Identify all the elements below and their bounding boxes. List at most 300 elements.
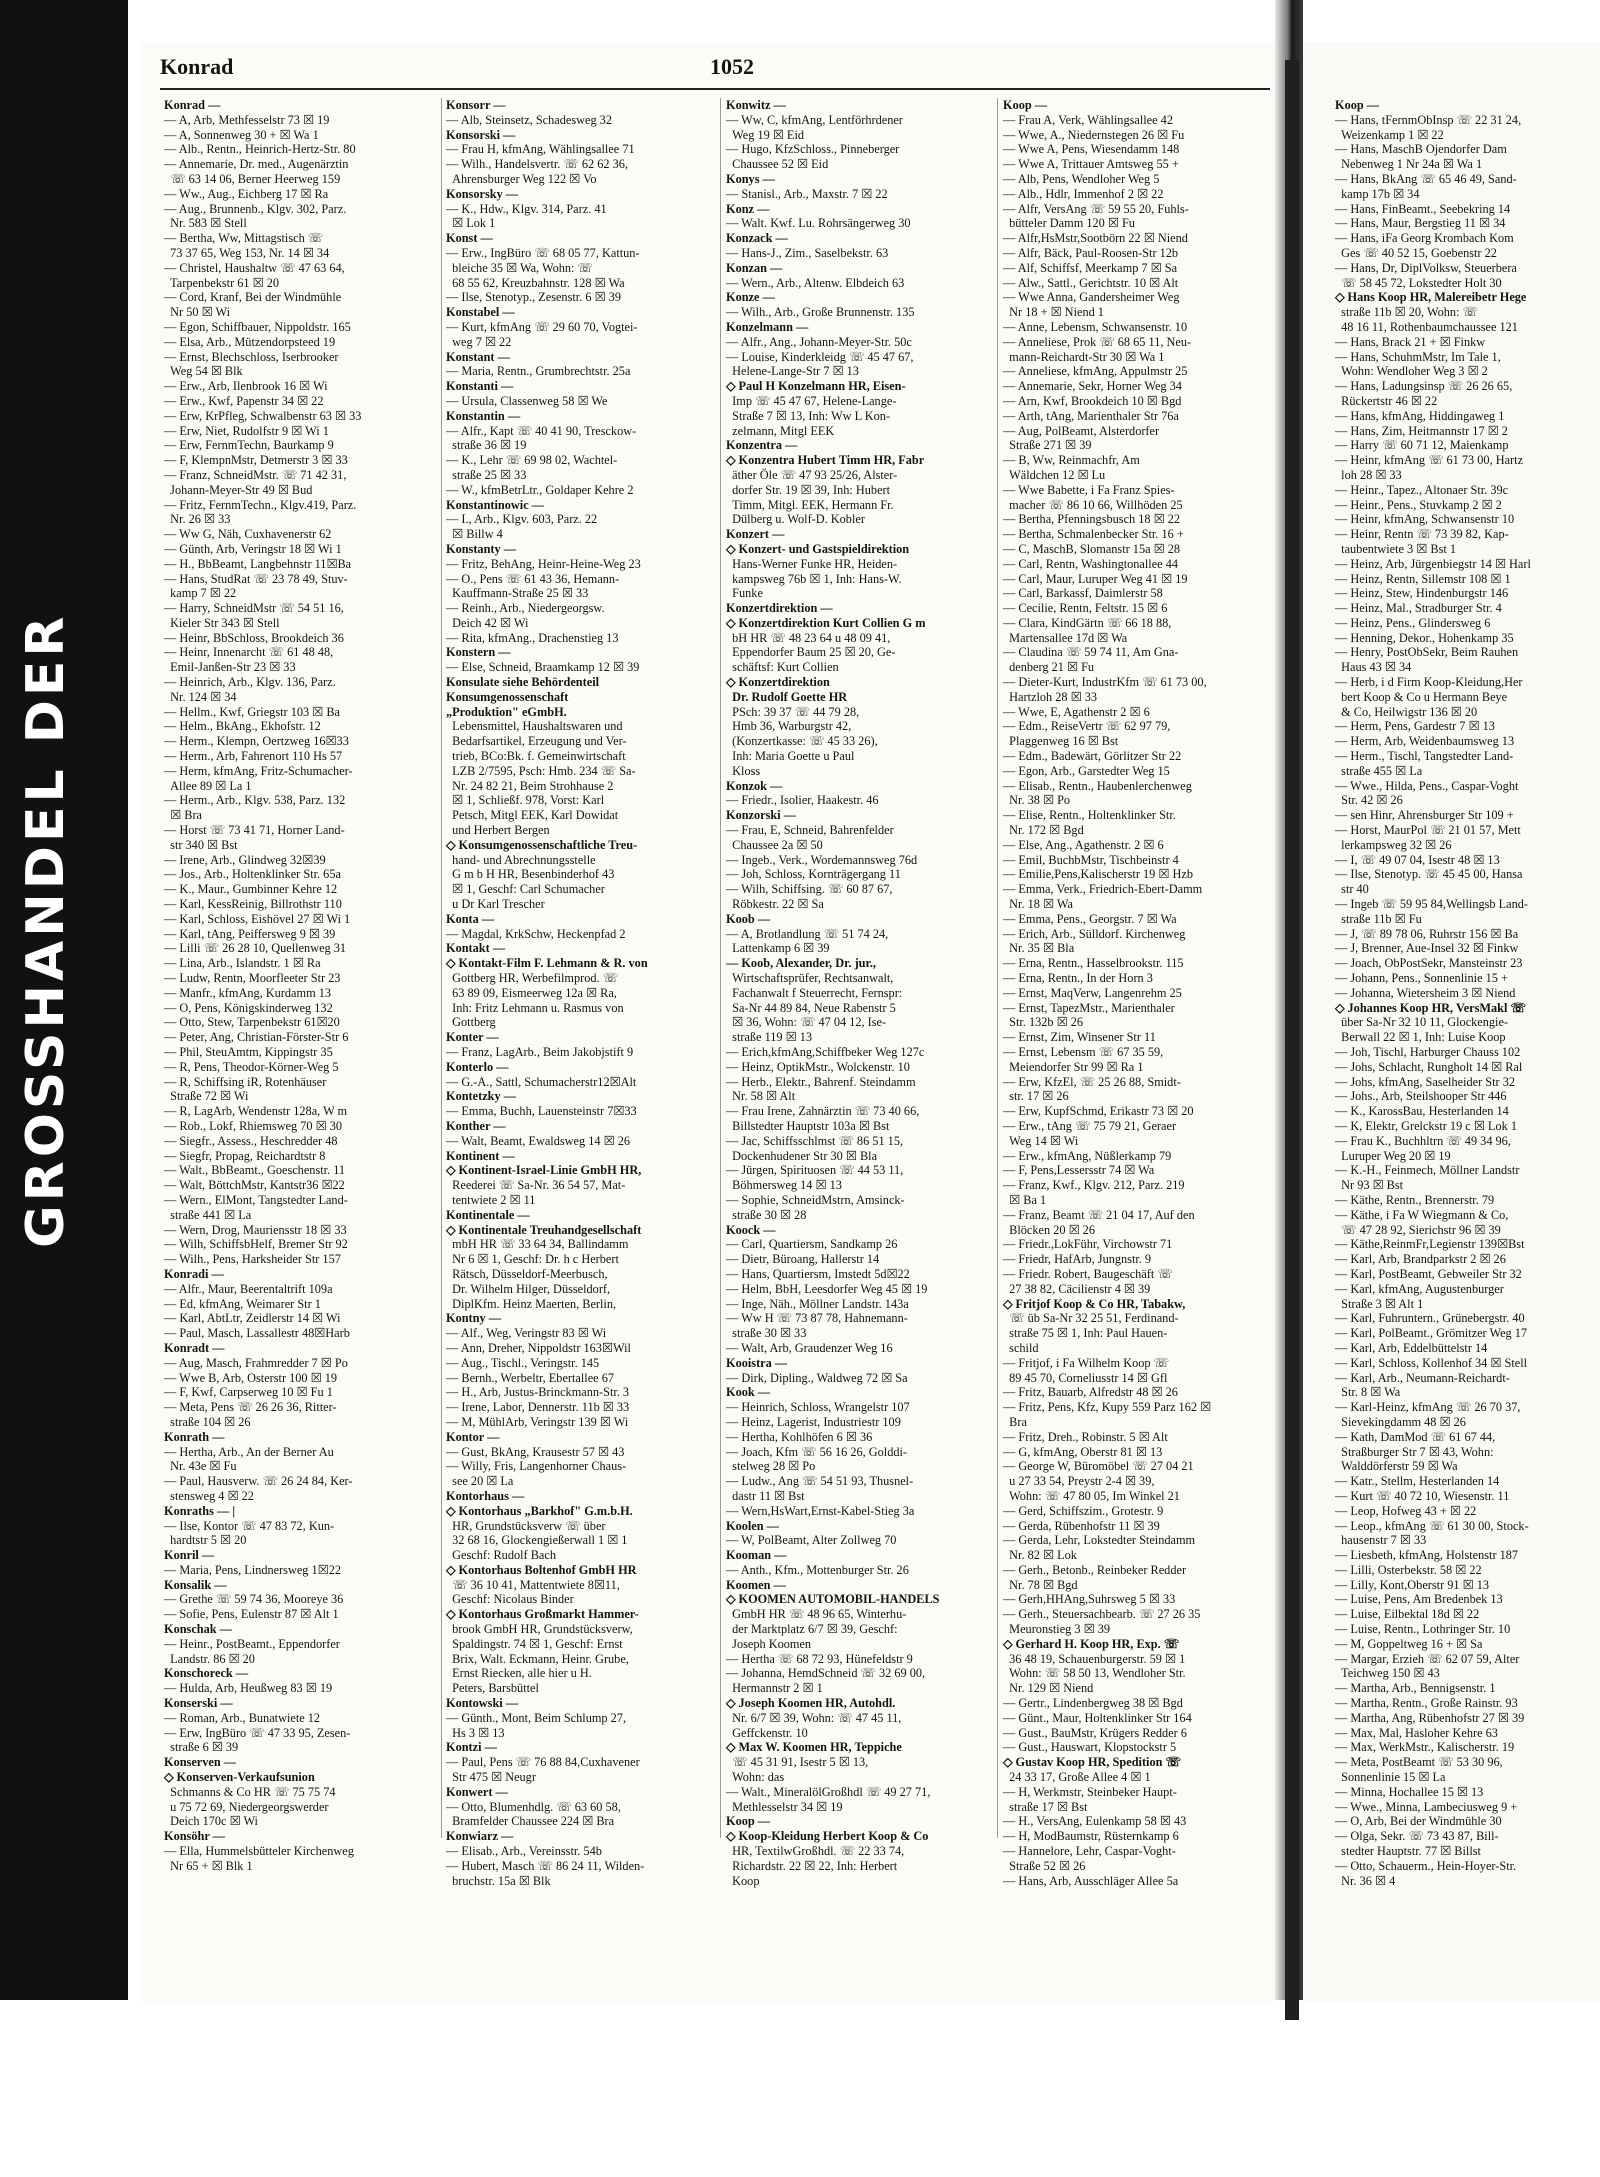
directory-entry: — Hans, Arb, Ausschläger Allee 5a <box>1003 1873 1179 1888</box>
directory-entry: — Johanna, HemdSchneid ☏ 32 69 00, <box>726 1666 926 1681</box>
directory-entry: Fachanwalt f Steuerrecht, Fernspr: <box>726 985 903 1000</box>
directory-entry: — Frau K., Buchhltrn ☏ 49 34 96, <box>1335 1133 1511 1148</box>
directory-entry: ◇ Koop-Kleidung Herbert Koop & Co <box>726 1829 929 1844</box>
directory-entry: — Emma, Verk., Friedrich-Ebert-Damm <box>1003 882 1203 897</box>
directory-column-2 <box>446 98 716 1888</box>
directory-entry: Kooman — <box>726 1548 787 1563</box>
directory-entry: Konstantin — <box>446 408 521 423</box>
directory-entry: und Herbert Bergen <box>446 823 550 838</box>
directory-entry: — Wwe Babette, i Fa Franz Spies- <box>1003 482 1175 497</box>
directory-entry: Konstanty — <box>446 541 517 556</box>
directory-entry: — Erw, KrPfleg, Schwalbenstr 63 ☒ 33 <box>164 408 362 423</box>
directory-entry: — Hulda, Arb, Heußweg 83 ☒ 19 <box>164 1681 333 1696</box>
directory-entry: — Willy, Fris, Langenhorner Chaus- <box>446 1459 627 1474</box>
directory-entry: Konterlo — <box>446 1059 509 1074</box>
directory-entry: Reederei ☏ Sa-Nr. 36 54 57, Mat- <box>446 1178 626 1193</box>
directory-entry: — Egon, Arb., Garstedter Weg 15 <box>1003 763 1170 778</box>
directory-entry: — Heinr, BbSchloss, Brookdeich 36 <box>164 630 344 645</box>
directory-entry: Koob — <box>726 911 771 926</box>
directory-entry: Timm, Mitgl. EEK, Hermann Fr. <box>726 497 894 512</box>
directory-entry: ◇ Kontorhaus Großmarkt Hammer- <box>446 1607 639 1622</box>
directory-entry: — Else, Ang., Agathenstr. 2 ☒ 6 <box>1003 837 1164 852</box>
directory-entry: — Ed, kfmAng, Weimarer Str 1 <box>164 1296 321 1311</box>
directory-entry: Konsorr — <box>446 98 506 112</box>
directory-entry: Rätsch, Düsseldorf-Meerbusch, <box>446 1266 608 1281</box>
header-rule <box>160 88 1270 90</box>
directory-entry: Chaussee 52 ☒ Eid <box>726 157 829 172</box>
directory-column-3 <box>726 98 994 1888</box>
directory-entry: Tarpenbekstr 61 ☒ 20 <box>164 275 280 290</box>
directory-entry: — Wwe Anna, Gandersheimer Weg <box>1003 290 1180 305</box>
directory-entry: — Alw., Sattl., Gerichtstr. 10 ☒ Alt <box>1003 275 1179 290</box>
directory-entry: — Ilse, Stenotyp. ☏ 45 45 00, Hansa <box>1335 867 1523 882</box>
directory-entry: — Wern., ElMont, Tangstedter Land- <box>164 1192 348 1207</box>
directory-entry: — Egon, Schiffbauer, Nippoldstr. 165 <box>164 319 351 334</box>
directory-entry: — Erw, KupfSchmd, Erikastr 73 ☒ 20 <box>1003 1104 1194 1119</box>
directory-entry: — H, Werkmstr, Steinbeker Haupt- <box>1003 1784 1177 1799</box>
directory-entry: — Irene, Labor, Dennerstr. 11b ☒ 33 <box>446 1400 630 1415</box>
directory-entry: — Heinz, Rentn, Sillemstr 108 ☒ 1 <box>1335 571 1511 586</box>
directory-entry: Str. 132b ☒ 26 <box>1003 1015 1084 1030</box>
directory-entry: Kooistra — <box>726 1355 788 1370</box>
page-number: 1052 <box>710 54 754 79</box>
directory-entry: Kontinentale — <box>446 1207 530 1222</box>
directory-entry: — Karl, Schloss, Eishövel 27 ☒ Wi 1 <box>164 911 351 926</box>
directory-entry: — Koob, Alexander, Dr. jur., <box>726 956 876 971</box>
directory-entry: Schmanns & Co HR ☏ 75 75 74 <box>164 1784 336 1799</box>
directory-entry: — Ww, C, kfmAng, Lentförhrdener <box>726 112 903 127</box>
directory-entry: Hermannstr 2 ☒ 1 <box>726 1681 823 1696</box>
directory-entry: Billstedter Hauptstr 103a ☒ Bst <box>726 1118 890 1133</box>
directory-entry: Straße 72 ☒ Wi <box>164 1089 249 1104</box>
directory-entry: — Leop., kfmAng ☏ 61 30 00, Stock- <box>1335 1518 1529 1533</box>
directory-entry: — Roman, Arb., Bunatwiete 12 <box>164 1710 321 1725</box>
directory-entry: — Stanisl., Arb., Maxstr. 7 ☒ 22 <box>726 186 888 201</box>
directory-entry: schild <box>1003 1340 1039 1355</box>
directory-entry: Wohn: Wendloher Weg 3 ☒ 2 <box>1335 364 1488 379</box>
directory-entry: — Jac, Schiffsschlmst ☏ 86 51 15, <box>726 1133 904 1148</box>
directory-entry: Petsch, Mitgl EEK, Karl Dowidat <box>446 808 619 823</box>
directory-entry: Peters, Barsbüttel <box>446 1681 539 1696</box>
directory-entry: straße 25 ☒ 33 <box>446 467 527 482</box>
directory-entry: — H., VersAng, Eulenkamp 58 ☒ 43 <box>1003 1814 1187 1829</box>
directory-entry: Nr. 82 ☒ Lok <box>1003 1548 1077 1563</box>
directory-entry: — Wilh., Handelsvertr. ☏ 62 62 36, <box>446 157 629 172</box>
directory-entry: Konschoreck — <box>164 1666 249 1681</box>
directory-entry: — Friedr, HafArb, Jungnstr. 9 <box>1003 1252 1152 1267</box>
directory-entry: — Harry ☏ 60 71 12, Maienkamp <box>1335 438 1509 453</box>
directory-entry: hand- und Abrechnungsstelle <box>446 852 596 867</box>
directory-entry: — Liesbeth, kfmAng, Holstenstr 187 <box>1335 1548 1519 1563</box>
directory-entry: Konserven — <box>164 1755 237 1770</box>
directory-entry: — Hannelore, Lehr, Caspar-Voght- <box>1003 1844 1176 1859</box>
directory-entry: ◇ Konzert- und Gastspieldirektion <box>726 541 910 556</box>
directory-entry: — Edm., ReiseVertr ☏ 62 97 79, <box>1003 719 1171 734</box>
directory-entry: — Karl, tAng, Peiffersweg 9 ☒ 39 <box>164 926 336 941</box>
directory-entry: — Ursula, Classenweg 58 ☒ We <box>446 393 608 408</box>
directory-entry: — Hans, BkAng ☏ 65 46 49, Sand- <box>1335 171 1517 186</box>
directory-entry: — Wwe A, Trittauer Amtsweg 55 + <box>1003 157 1179 172</box>
directory-entry: — Erw., Kwf, Papenstr 34 ☒ 22 <box>164 393 324 408</box>
directory-entry: — Clara, KindGärtn ☏ 66 18 88, <box>1003 615 1172 630</box>
directory-entry: LZB 2/7595, Psch: Hmb. 234 ☏ Sa- <box>446 763 636 778</box>
directory-entry: Dr. Rudolf Goette HR <box>726 689 848 704</box>
directory-entry: Konrath — <box>164 1429 225 1444</box>
directory-entry: — Ludw., Ang ☏ 54 51 93, Thusnel- <box>726 1474 914 1489</box>
directory-entry: straße 30 ☒ 33 <box>726 1326 807 1341</box>
directory-entry: — Bertha, Ww, Mittagstisch ☏ <box>164 231 324 246</box>
directory-entry: — Friedr.,LokFühr, Virchowstr 71 <box>1003 1237 1173 1252</box>
directory-entry: — Wilh, Schiffsing. ☏ 60 87 67, <box>726 882 893 897</box>
directory-entry: Martensallee 17d ☒ Wa <box>1003 630 1128 645</box>
directory-entry: Dr. Wilhelm Hilger, Düsseldorf, <box>446 1281 611 1296</box>
directory-entry: Bramfelder Chaussee 224 ☒ Bra <box>446 1814 615 1829</box>
directory-entry: — Hans, Dr, DiplVolksw, Steuerbera <box>1335 260 1517 275</box>
directory-entry: Konwert — <box>446 1784 508 1799</box>
directory-entry: Nr. 18 ☒ Wa <box>1003 897 1073 912</box>
directory-entry: Koop — <box>726 1814 771 1829</box>
directory-entry: ◇ Kontakt-Film F. Lehmann & R. von <box>446 956 648 971</box>
directory-entry: — Annemarie, Dr. med., Augenärztin <box>164 157 349 172</box>
directory-entry: — Ilse, Kontor ☏ 47 83 72, Kun- <box>164 1518 335 1533</box>
directory-entry: — Harry, SchneidMstr ☏ 54 51 16, <box>164 601 344 616</box>
directory-entry: Emil-Janßen-Str 23 ☒ 33 <box>164 660 296 675</box>
directory-entry: ☏ 58 45 72, Lokstedter Holt 30 <box>1335 275 1502 290</box>
directory-entry: Hartzloh 28 ☒ 33 <box>1003 689 1098 704</box>
directory-entry: — Ernst, Lebensm ☏ 67 35 59, <box>1003 1045 1164 1059</box>
directory-entry: — Ernst, TapezMstr., Marienthaler <box>1003 1000 1175 1015</box>
directory-entry: — Jürgen, Spirituosen ☏ 44 53 11, <box>726 1163 904 1178</box>
directory-entry: GmbH HR ☏ 48 96 65, Winterhu- <box>726 1607 907 1622</box>
directory-entry: — K., KarossBau, Hesterlanden 14 <box>1335 1104 1509 1119</box>
directory-entry: Nr 93 ☒ Bst <box>1335 1178 1404 1193</box>
directory-entry: macher ☏ 86 10 66, Willhöden 25 <box>1003 497 1183 512</box>
directory-entry: Straßburger Str 7 ☒ 43, Wohn: <box>1335 1444 1494 1459</box>
directory-entry: Nr. 6/7 ☒ 39, Wohn: ☏ 47 45 11, <box>726 1710 902 1725</box>
directory-entry: kamp 7 ☒ 22 <box>164 586 237 601</box>
directory-entry: — Johs, Schlacht, Rungholt 14 ☒ Ral <box>1335 1059 1523 1074</box>
directory-entry: — W., kfmBetrLtr., Goldaper Kehre 2 <box>446 482 634 497</box>
directory-entry: äther Öle ☏ 47 93 25/26, Alster- <box>726 467 898 482</box>
directory-entry: Eppendorfer Baum 25 ☒ 20, Ge- <box>726 645 896 660</box>
directory-entry: Weg 19 ☒ Eid <box>726 127 805 142</box>
directory-entry: Kook — <box>726 1385 771 1400</box>
directory-entry: — Erna, Rentn., Hasselbrookstr. 115 <box>1003 956 1184 971</box>
directory-entry: Konwitz — <box>726 98 786 112</box>
directory-entry: straße 104 ☒ 26 <box>164 1414 251 1429</box>
directory-entry: Walddörferstr 59 ☒ Wa <box>1335 1459 1458 1474</box>
directory-entry: — Wern,HsWart,Ernst-Kabel-Stieg 3a <box>726 1503 915 1518</box>
directory-entry: — Ilse, Stenotyp., Zesenstr. 6 ☒ 39 <box>446 290 621 305</box>
directory-entry: — Franz, Beamt ☏ 21 04 17, Auf den <box>1003 1207 1195 1222</box>
directory-entry: — Käthe,ReinmFr,Legienstr 139☒Bst <box>1335 1237 1525 1252</box>
directory-entry: ☒ 36, Wohn: ☏ 47 04 12, Ise- <box>726 1015 887 1030</box>
directory-entry: — Aug, Masch, Frahmredder 7 ☒ Po <box>164 1355 348 1370</box>
directory-entry: Joseph Koomen <box>726 1636 812 1651</box>
directory-entry: — Frau H, kfmAng, Wählingsallee 71 <box>446 142 635 157</box>
directory-entry: Konzentra — <box>726 438 798 453</box>
directory-entry: — Heinr, Rentn ☏ 73 39 82, Kap- <box>1335 527 1509 542</box>
directory-entry: — Sophie, SchneidMstrn, Amsinck- <box>726 1192 905 1207</box>
directory-entry: Helene-Lange-Str 7 ☒ 13 <box>726 364 859 379</box>
directory-entry: — Siegfr, Propag, Reichardtstr 8 <box>164 1148 326 1163</box>
directory-entry: stensweg 4 ☒ 22 <box>164 1488 254 1503</box>
directory-entry: Meuronstieg 3 ☒ 39 <box>1003 1622 1111 1637</box>
directory-entry: Deich 170c ☒ Wi <box>164 1814 258 1829</box>
directory-entry: Nr. 38 ☒ Po <box>1003 793 1071 808</box>
directory-entry: PSch: 39 37 ☏ 44 79 28, <box>726 704 860 719</box>
directory-entry: — Friedr., Isolier, Haakestr. 46 <box>726 793 879 808</box>
directory-entry: — Sofie, Pens, Eulenstr 87 ☒ Alt 1 <box>164 1607 339 1622</box>
directory-entry: — Martha, Rentn., Große Rainstr. 93 <box>1335 1696 1518 1711</box>
directory-entry: 73 37 65, Weg 153, Nr. 14 ☒ 34 <box>164 245 330 260</box>
directory-entry: zelmann, Mitgl EEK <box>726 423 835 438</box>
directory-entry: Lebensmittel, Haushaltswaren und <box>446 719 623 734</box>
directory-entry: — Maria, Rentn., Grumbrechtstr. 25a <box>446 364 631 379</box>
directory-entry: lerkampsweg 32 ☒ 26 <box>1335 837 1452 852</box>
directory-entry: — Gerh., Betonb., Reinbeker Redder <box>1003 1562 1187 1577</box>
directory-entry: — Wilh, SchiffsbHelf, Bremer Str 92 <box>164 1237 348 1252</box>
directory-entry: — Lilly, Kont,Oberstr 91 ☒ 13 <box>1335 1577 1490 1592</box>
directory-entry: bH HR ☏ 48 23 64 u 48 09 41, <box>726 630 891 645</box>
directory-entry: — Elisab., Arb., Vereinsstr. 54b <box>446 1844 602 1859</box>
directory-entry: — Herm, Pens, Gardestr 7 ☒ 13 <box>1335 719 1495 734</box>
directory-entry: — R, LagArb, Wendenstr 128a, W m <box>164 1104 348 1119</box>
directory-entry: & Co, Heilwigstr 136 ☒ 20 <box>1335 704 1478 719</box>
directory-entry: Straße 271 ☒ 39 <box>1003 438 1092 453</box>
directory-entry: see 20 ☒ La <box>446 1474 514 1489</box>
directory-entry: — Christel, Haushaltw ☏ 47 63 64, <box>164 260 345 275</box>
directory-entry: — Kath, DamMod ☏ 61 67 44, <box>1335 1429 1496 1444</box>
directory-entry: — Hellm., Kwf, Griegstr 103 ☒ Ba <box>164 704 340 719</box>
directory-entry: Haus 43 ☒ 34 <box>1335 660 1412 675</box>
directory-entry: straße 455 ☒ La <box>1335 763 1423 778</box>
directory-entry: Ahrensburger Weg 122 ☒ Vo <box>446 171 597 186</box>
directory-entry: ◇ KOOMEN AUTOMOBIL-HANDELS <box>726 1592 940 1607</box>
directory-entry: Gottberg <box>446 1015 496 1030</box>
directory-entry: Geschf: Rudolf Bach <box>446 1548 556 1563</box>
directory-entry: — Franz, SchneidMstr. ☏ 71 42 31, <box>164 467 347 482</box>
directory-entry: — Inge, Näh., Möllner Landstr. 143a <box>726 1296 909 1311</box>
directory-entry: Bra <box>1003 1414 1027 1429</box>
directory-entry: — O., Pens ☏ 61 43 36, Hemann- <box>446 571 620 586</box>
directory-entry: Nr. 124 ☒ 34 <box>164 689 237 704</box>
directory-entry: — F, Pens,Lessersstr 74 ☒ Wa <box>1003 1163 1155 1178</box>
directory-entry: Koock — <box>726 1222 776 1237</box>
directory-entry: — Siegfr., Assess., Heschredder 48 <box>164 1133 338 1148</box>
directory-entry: Wohn: ☏ 58 50 13, Wendloher Str. <box>1003 1666 1186 1681</box>
directory-entry: u 75 72 69, Niedergeorgswerder <box>164 1799 329 1814</box>
directory-entry: — Elise, Rentn., Holtenklinker Str. <box>1003 808 1176 823</box>
directory-entry: — Herm., Tischl, Tangstedter Land- <box>1335 749 1514 764</box>
directory-entry: — Käthe, i Fa W Wiegmann & Co, <box>1335 1207 1509 1222</box>
directory-entry: straße 36 ☒ 19 <box>446 438 527 453</box>
directory-entry: — Reinh., Arb., Niedergeorgsw. <box>446 601 605 616</box>
directory-entry: — Luise, Pens, Am Bredenbek 13 <box>1335 1592 1503 1607</box>
directory-entry: Konys — <box>726 171 775 186</box>
directory-entry: — Heinrich, Arb., Klgv. 136, Parz. <box>164 675 336 690</box>
directory-entry: HR, Grundstücksverw ☏ über <box>446 1518 606 1533</box>
directory-entry: — Wern., Arb., Altenw. Elbdeich 63 <box>726 275 905 290</box>
directory-entry: Berwall 22 ☒ 1, Inh: Luise Koop <box>1335 1030 1506 1045</box>
directory-entry: bleiche 35 ☒ Wa, Wohn: ☏ <box>446 260 593 275</box>
directory-entry: — Hans, Ladungsinsp ☏ 26 26 65, <box>1335 379 1513 394</box>
directory-entry: — K., Hdw., Klgv. 314, Parz. 41 <box>446 201 607 216</box>
directory-entry: — Karl, Fuhruntern., Grünebergstr. 40 <box>1335 1311 1525 1326</box>
directory-entry: — Hans, Maur, Bergstieg 11 ☒ 34 <box>1335 216 1506 231</box>
directory-entry: über Sa-Nr 32 10 11, Glockengie- <box>1335 1015 1509 1030</box>
directory-entry: Sonnenlinie 15 ☒ La <box>1335 1770 1446 1785</box>
directory-entry: ◇ Konserven-Verkaufsunion <box>164 1770 315 1785</box>
directory-entry: — Friedr. Robert, Baugeschäft ☏ <box>1003 1266 1173 1281</box>
directory-entry: — Otto, Stew, Tarpenbekstr 61☒20 <box>164 1015 340 1030</box>
directory-entry: — Wilh., Arb., Große Brunnenstr. 135 <box>726 305 915 320</box>
directory-entry: — Grethe ☏ 59 74 36, Mooreye 36 <box>164 1592 344 1607</box>
directory-entry: — Maria, Pens, Lindnersweg 1☒22 <box>164 1562 342 1577</box>
directory-entry: Konzack — <box>726 231 788 246</box>
directory-entry: — Katr., Stellm, Hesterlanden 14 <box>1335 1474 1500 1489</box>
directory-entry: stedter Hauptstr. 77 ☒ Billst <box>1335 1844 1481 1859</box>
directory-entry: Konsorsky — <box>446 186 519 201</box>
directory-entry: Weizenkamp 1 ☒ 22 <box>1335 127 1444 142</box>
directory-entry: — Karl, kfmAng, Augustenburger <box>1335 1281 1504 1296</box>
directory-entry: Kontetzky — <box>446 1089 517 1104</box>
directory-entry: — Fritz, Bauarb, Alfredstr 48 ☒ 26 <box>1003 1385 1178 1400</box>
directory-entry: Nr 6 ☒ 1, Geschf: Dr. h c Herbert <box>446 1252 619 1267</box>
directory-entry: — Paul, Masch, Lassallestr 48☒Harb <box>164 1326 350 1341</box>
directory-entry: mann-Reichardt-Str 30 ☒ Wa 1 <box>1003 349 1165 364</box>
directory-entry: Koop <box>726 1873 760 1888</box>
directory-entry: Weg 54 ☒ Blk <box>164 364 243 379</box>
directory-entry: Kontowski — <box>446 1696 519 1711</box>
directory-entry: ☏ 63 14 06, Berner Heerweg 159 <box>164 171 341 186</box>
directory-entry: — Horst, MaurPol ☏ 21 01 57, Mett <box>1335 823 1521 838</box>
directory-entry: — Erich, Arb., Sülldorf. Kirchenweg <box>1003 926 1186 941</box>
directory-entry: Dockenhudener Str 30 ☒ Bla <box>726 1148 878 1163</box>
directory-entry: — H, ModBaumstr, Rüsternkamp 6 <box>1003 1829 1179 1844</box>
directory-entry: Imp ☏ 45 47 67, Helene-Lange- <box>726 393 897 408</box>
directory-entry: — Herb., Elektr., Bahrenf. Steindamm <box>726 1074 916 1089</box>
directory-entry: — F, KlempnMstr, Detmerstr 3 ☒ 33 <box>164 453 348 468</box>
directory-entry: — Annemarie, Sekr, Horner Weg 34 <box>1003 379 1182 394</box>
directory-entry: — Alb, Steinsetz, Schadesweg 32 <box>446 112 612 127</box>
directory-entry: Konz — <box>726 201 770 216</box>
directory-entry: Kloss <box>726 763 761 778</box>
directory-entry: 63 89 09, Eismeerweg 12a ☒ Ra, <box>446 985 617 1000</box>
directory-entry: — Alb., Hdlr, Immenhof 2 ☒ 22 <box>1003 186 1164 201</box>
directory-entry: — Joach, Kfm ☏ 56 16 26, Golddi- <box>726 1444 908 1459</box>
directory-entry: — Ingeb., Verk., Wordemannsweg 76d <box>726 852 918 867</box>
directory-entry: mbH HR ☏ 33 64 34, Ballindamm <box>446 1237 629 1252</box>
directory-entry: Straße 7 ☒ 13, Inh: Ww L Kon- <box>726 408 891 423</box>
directory-entry: — Alfr,HsMstr,Sootbörn 22 ☒ Niend <box>1003 231 1188 246</box>
directory-entry: — Paul, Hausverw. ☏ 26 24 84, Ker- <box>164 1474 353 1489</box>
directory-entry: — I, ☏ 49 07 04, Isestr 48 ☒ 13 <box>1335 852 1500 867</box>
directory-entry: — Herm, kfmAng, Fritz-Schumacher- <box>164 763 353 778</box>
directory-entry: — Heinz, Stew, Hindenburgstr 146 <box>1335 586 1509 601</box>
directory-entry: — F, Kwf, Carpserweg 10 ☒ Fu 1 <box>164 1385 333 1400</box>
directory-entry: — Erw, IngBüro ☏ 47 33 95, Zesen- <box>164 1725 351 1740</box>
directory-entry: — A, Sonnenweg 30 + ☒ Wa 1 <box>164 127 319 142</box>
directory-entry: — Wern, Drog, Mauriensstr 18 ☒ 33 <box>164 1222 347 1237</box>
directory-entry: Sievekingdamm 48 ☒ 26 <box>1335 1414 1466 1429</box>
directory-entry: Inh: Maria Goette u Paul <box>726 749 855 764</box>
directory-entry: ☒ 1, Schließf. 978, Vorst: Karl <box>446 793 605 808</box>
directory-entry: — K.-H., Feinmech, Möllner Landstr <box>1335 1163 1520 1178</box>
directory-entry: — A, Brotlandlung ☏ 51 74 24, <box>726 926 889 941</box>
directory-entry: Funke <box>726 586 763 601</box>
directory-entry: — Leop, Hofweg 43 + ☒ 22 <box>1335 1503 1477 1518</box>
directory-entry: — Carl, Maur, Luruper Weg 41 ☒ 19 <box>1003 571 1188 586</box>
directory-entry: Blöcken 20 ☒ 26 <box>1003 1222 1095 1237</box>
directory-entry: Geschf: Nicolaus Binder <box>446 1592 574 1607</box>
directory-entry: — Martha, Ang, Rübenhofstr 27 ☒ 39 <box>1335 1710 1525 1725</box>
directory-entry: dastr 11 ☒ Bst <box>726 1488 805 1503</box>
directory-entry: loh 28 ☒ 33 <box>1335 467 1402 482</box>
directory-entry: — George W, Büromöbel ☏ 27 04 21 <box>1003 1459 1194 1474</box>
directory-entry: — Wwe, A., Niedernstegen 26 ☒ Fu <box>1003 127 1185 142</box>
directory-entry: — Karl, KessReinig, Billrothstr 110 <box>164 897 342 912</box>
directory-entry: Rückertstr 46 ☒ 22 <box>1335 393 1438 408</box>
directory-entry: — Erw, KfzEl, ☏ 25 26 88, Smidt- <box>1003 1074 1181 1089</box>
directory-entry: Kontzi — <box>446 1740 497 1755</box>
directory-entry: Nr. 24 82 21, Beim Strohhause 2 <box>446 778 614 793</box>
directory-entry: — Erw., Arb, Ilenbrook 16 ☒ Wi <box>164 379 328 394</box>
directory-entry: — Alfr, Bäck, Paul-Roosen-Str 12b <box>1003 245 1179 260</box>
column-divider <box>441 98 442 1838</box>
directory-entry: Kauffmann-Straße 25 ☒ 33 <box>446 586 589 601</box>
directory-entry: — Cord, Kranf, Bei der Windmühle <box>164 290 342 305</box>
directory-entry: dorfer Str. 19 ☒ 39, Inh: Hubert <box>726 482 891 497</box>
directory-entry: — Heinr., Pens., Stuvkamp 2 ☒ 2 <box>1335 497 1502 512</box>
directory-entry: — Erw, Niet, Rudolfstr 9 ☒ Wi 1 <box>164 423 329 438</box>
directory-entry: — Alf, Schiffsf, Meerkamp 7 ☒ Sa <box>1003 260 1178 275</box>
directory-entry: Konstant — <box>446 349 510 364</box>
directory-entry: Landstr. 86 ☒ 20 <box>164 1651 255 1666</box>
directory-entry: — Olga, Sekr. ☏ 73 43 87, Bill- <box>1335 1829 1499 1844</box>
directory-entry: ☏ 45 31 91, Isestr 5 ☒ 13, <box>726 1755 869 1770</box>
directory-entry: — Heinz, Mal., Stradburger Str. 4 <box>1335 601 1502 616</box>
column-divider <box>997 98 998 1838</box>
directory-entry: — Alb, Pens, Wendloher Weg 5 <box>1003 171 1160 186</box>
directory-entry: — Joach, ObPostSekr, Mansteinstr 23 <box>1335 956 1523 971</box>
directory-entry: — Hans, tFernmObInsp ☏ 22 31 24, <box>1335 112 1522 127</box>
directory-entry: straße 75 ☒ 1, Inh: Paul Hauen- <box>1003 1326 1168 1341</box>
directory-entry: — Joh, Tischl, Harburger Chauss 102 <box>1335 1045 1521 1059</box>
directory-entry: — O, Arb, Bei der Windmühle 30 <box>1335 1814 1502 1829</box>
directory-entry: Straße 52 ☒ 26 <box>1003 1858 1086 1873</box>
directory-entry: — Frau Irene, Zahnärztin ☏ 73 40 66, <box>726 1104 920 1119</box>
directory-entry: — Heinr, kfmAng, Schwansenstr 10 <box>1335 512 1515 527</box>
directory-entry: straße 30 ☒ 28 <box>726 1207 807 1222</box>
directory-entry: Konzelmann — <box>726 319 809 334</box>
directory-entry: — H., BbBeamt, Langbehnstr 11☒Ba <box>164 556 352 571</box>
directory-entry: — Arn, Kwf, Brookdeich 10 ☒ Bgd <box>1003 393 1182 408</box>
directory-entry: — Kurt, kfmAng ☏ 29 60 70, Vogtei- <box>446 319 638 334</box>
directory-entry: Nr. 78 ☒ Bgd <box>1003 1577 1078 1592</box>
directory-entry: — Hertha ☏ 68 72 93, Hünefeldstr 9 <box>726 1651 913 1666</box>
directory-entry: weg 7 ☒ 22 <box>446 334 512 349</box>
directory-entry: der Marktplatz 6/7 ☒ 39, Geschf: <box>726 1622 898 1637</box>
directory-entry: — Alf., Weg, Veringstr 83 ☒ Wi <box>446 1326 607 1341</box>
directory-entry: — Günt., Maur, Holtenklinker Str 164 <box>1003 1710 1192 1725</box>
directory-entry: ◇ Konzertdirektion <box>726 675 830 690</box>
directory-entry: Hans-Werner Funke HR, Heiden- <box>726 556 898 571</box>
directory-entry: kampsweg 76b ☒ 1, Inh: Hans-W. <box>726 571 902 586</box>
directory-entry: Wohn: das <box>726 1770 785 1785</box>
directory-entry: — Dirk, Dipling., Waldweg 72 ☒ Sa <box>726 1370 908 1385</box>
directory-entry: — Bernh., Werbeltr, Ebertallee 67 <box>446 1370 614 1385</box>
